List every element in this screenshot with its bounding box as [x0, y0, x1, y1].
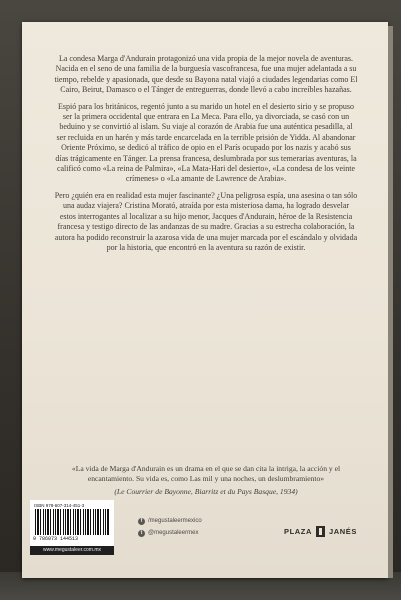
synopsis [54, 54, 358, 259]
book-back-cover [22, 22, 388, 578]
social-facebook [138, 515, 202, 527]
press-quote-text: «La vida de Marga d'Andurain es un drama en el que se dan cita la intriga, la acción y el encantamiento. Su vida es, como Las mil y una noches, un deslumbramiento» [71, 464, 341, 484]
barcode-digits: 9 786073 144513 [33, 536, 79, 542]
facebook-handle: /megustaleermexico [148, 518, 202, 524]
publisher-name-left: PLAZA [284, 527, 312, 536]
social-links [138, 515, 202, 539]
synopsis-paragraph-2: Espió para los británicos, regentó junto a su marido un hotel en el desierto sirio y se propuso ser la primera occidental que entrara en La Meca. Para ello, ya divorciada, se casó con un beduino y se convirtió al islam. Su viaje al corazón de Arabia fue una auténtica pesadilla, al ser recluida en un harén y más tarde encarcelada en la terrible prisión de Yidda. Al abandonar Oriente Próximo, se dedicó al tráfico de opio en el París ocupado por los nazis y acabó sus días trágicamente en Tánger. La prensa francesa, deslumbrada por sus temerarias aventuras, la calificó como «La reina de Palmira», «La Mata-Hari del desierto», «La condesa de los veinte crímenes» o «La amante de Lawrence de Arabia». [55, 101, 357, 184]
isbn-label: ISBN 978-607-314-451-3 [34, 503, 85, 508]
barcode [30, 500, 114, 546]
synopsis-paragraph-1: La condesa Marga d'Andurain protagonizó una vida propia de la mejor novela de aventuras. Nacida en el seno de una familia de la burguesía vascofrancesa, fue una mujer adelantada a su tiempo, rebelde y apasionada, que desde su Bayona natal viajó a ciudades legendarias como El Cairo, Beirut, Damasco o el Tánger de entreguerras, donde llevó a cabo increíbles hazañas. [54, 54, 358, 95]
social-twitter [138, 527, 202, 539]
publisher-logo [284, 526, 357, 537]
publisher-name-right: JANÉS [329, 527, 358, 536]
barcode-bars [35, 509, 109, 535]
publisher-mark-icon [316, 526, 325, 537]
twitter-icon: t [138, 530, 145, 537]
press-quote-source: (Le Courrier de Bayonne, Biarritz et du Pays Basque, 1934) [114, 486, 298, 496]
book-edge [388, 26, 393, 578]
facebook-icon: f [138, 518, 145, 525]
twitter-handle: @megustaleermex [148, 530, 199, 536]
synopsis-paragraph-3: Pero ¿quién era en realidad esta mujer fascinante? ¿Una peligrosa espía, una asesina o tan sólo una audaz viajera? Cristina Morató, atraída por esta misteriosa dama, ha logrado desvelar estos interrogantes al localizar a su hijo menor, Jacques d'Andurain, héroe de la Resistencia francesa y testigo directo de las andanzas de su madre. Gracias a su estrecha colaboración, la autora ha podido reconstruir la azarosa vida de una mujer marcada por el escándalo y olvidada por la historia, que encontró en la aventura su razón de existir. [54, 190, 358, 252]
publisher-website: www.megustaleer.com.mx [30, 546, 114, 555]
press-quote [56, 464, 356, 497]
